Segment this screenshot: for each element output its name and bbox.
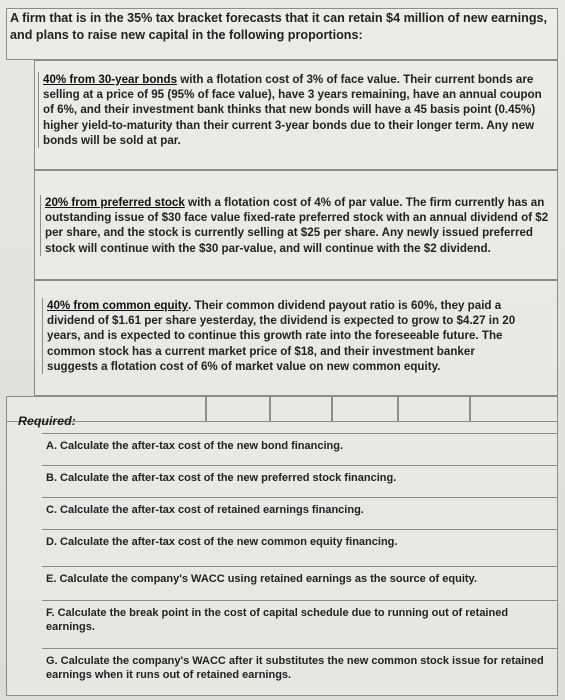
question-f: F. Calculate the break point in the cost of capital schedule due to running out of retained earnings. <box>42 600 557 640</box>
grid-cell-4 <box>332 396 398 422</box>
intro-text: A firm that is in the 35% tax bracket forecasts that it can retain $4 million of new earnings, and plans to raise new capital in the following proportions: <box>10 11 548 42</box>
grid-cell-2 <box>206 396 270 422</box>
common-paragraph <box>42 298 532 374</box>
grid-cell-6 <box>470 396 558 422</box>
question-a: A. Calculate the after-tax cost of the new bond financing. <box>42 433 557 463</box>
preferred-text: with a flotation cost of 4% of par value. The firm currently has an outstanding issue of $30 face value fixed-rate preferred stock with an annual dividend of $2 per share, and the stock is currently selling at $25 per share. Any newly issued preferred stock will continue with the $30 par-value, and will continue with the $2 dividend. <box>45 196 549 255</box>
question-b: B. Calculate the after-tax cost of the new preferred stock financing. <box>42 465 557 495</box>
common-text: . Their common dividend payout ratio is 60%, they paid a dividend of $1.61 per share yesterday, the dividend is expected to grow to $4.27 in 20 years, and is expected to continue this growth rate into the foreseeable future. The common stock has a current market price of $18, and their investment banker suggests a flotation cost of 6% of market value on new common equity. <box>47 299 516 373</box>
bonds-text: with a flotation cost of 3% of face value. Their current bonds are selling at a price of 95 (95% of face value), have 3 years remaining, have an annual coupon of 6%, and their investment bank thinks that new bonds will have a 45 basis point (0.45%) higher yield-to-maturity than their current 3-year bonds due to their longer term. Any new bonds will be sold at par. <box>43 73 542 147</box>
required-label: Required: <box>18 414 76 428</box>
common-heading: 40% from common equity <box>47 299 189 312</box>
bonds-paragraph <box>38 72 550 148</box>
preferred-paragraph <box>40 195 556 256</box>
question-d: D. Calculate the after-tax cost of the new common equity financing. <box>42 529 557 559</box>
grid-cell-3 <box>270 396 332 422</box>
preferred-heading: 20% from preferred stock <box>45 196 185 209</box>
bonds-heading: 40% from 30-year bonds <box>43 73 178 86</box>
question-g: G. Calculate the company's WACC after it substitutes the new common stock issue for retained earnings when it runs out of retained earnings. <box>42 648 557 694</box>
grid-cell-5 <box>398 396 470 422</box>
question-c: C. Calculate the after-tax cost of retained earnings financing. <box>42 497 557 527</box>
question-e: E. Calculate the company's WACC using retained earnings as the source of equity. <box>42 566 557 596</box>
